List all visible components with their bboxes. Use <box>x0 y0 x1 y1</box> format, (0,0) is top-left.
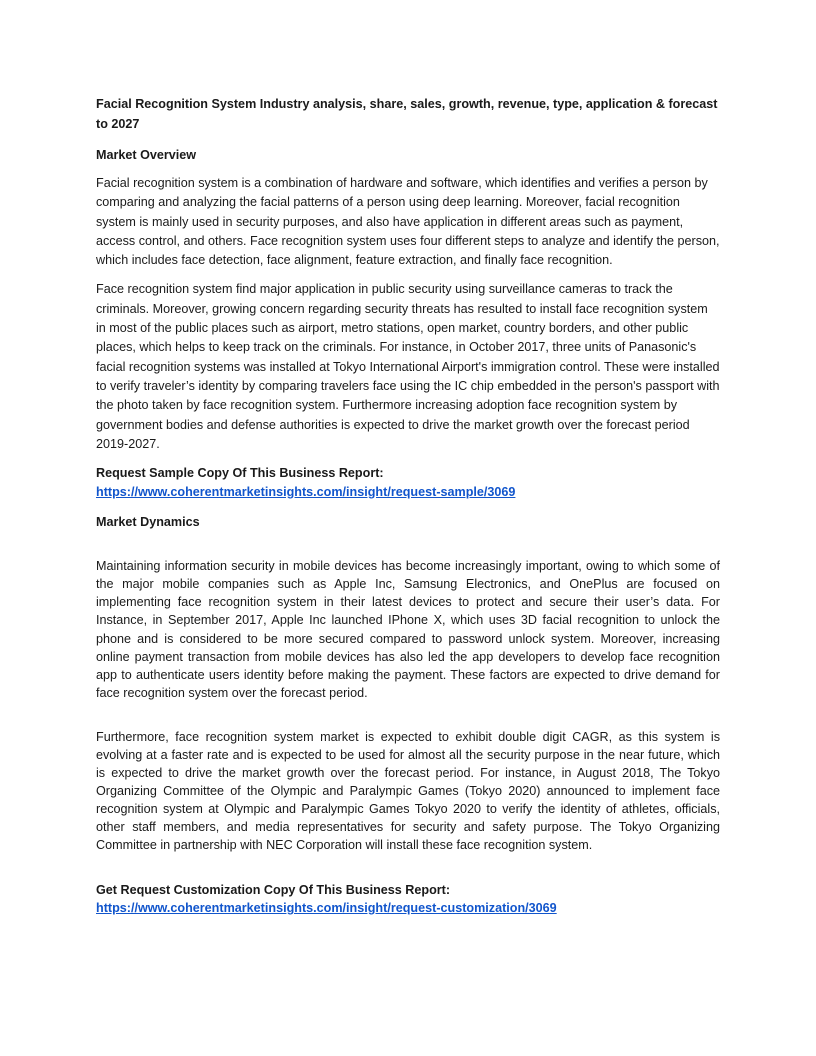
request-customization-link[interactable]: https://www.coherentmarketinsights.com/insight/request-customization/3069 <box>96 901 557 916</box>
request-customization-block <box>96 881 720 918</box>
request-sample-block <box>96 464 720 501</box>
request-sample-label: Request Sample Copy Of This Business Report: <box>96 466 384 481</box>
dynamics-paragraph-2: Furthermore, face recognition system market is expected to exhibit double digit CAGR, as this system is evolving at a faster rate and is expected to be used for almost all the security purpose in the near future, which is expected to drive the market growth over the forecast period. For instance, in August 2018, The Tokyo Organizing Committee of the Olympic and Paralympic Games (Tokyo 2020) announced to implement face recognition system at Olympic and Paralympic Games Tokyo 2020 to verify the identity of athletes, officials, other staff members, and media representatives for security and safety purpose. The Tokyo Organizing Committee in partnership with NEC Corporation will install these face recognition system. <box>96 729 720 853</box>
overview-paragraph-2: Face recognition system find major application in public security using surveillance cameras to track the criminals. Moreover, growing concern regarding security threats has resulted to install face recognition system in most of the public places such as airport, metro stations, open market, country borders, and other public places, which helps to keep track on the criminals. For instance, in October 2017, three units of Panasonic's facial recognition systems was installed at Tokyo International Airport's immigration control. These were installed to verify traveler’s identity by comparing travelers face using the IC chip embedded in the person's passport with the photo taken by face recognition system. Furthermore increasing adoption face recognition system by government bodies and defense authorities is expected to drive the market growth over the forecast period 2019-2027. <box>96 282 720 451</box>
market-overview-heading: Market Overview <box>96 148 197 162</box>
market-dynamics-heading: Market Dynamics <box>96 515 200 530</box>
request-sample-link[interactable]: https://www.coherentmarketinsights.com/insight/request-sample/3069 <box>96 484 516 499</box>
document-title: Facial Recognition System Industry analysis, share, sales, growth, revenue, type, application & forecast to 2027 <box>96 97 718 131</box>
spacer <box>96 712 720 728</box>
dynamics-paragraph-1: Maintaining information security in mobile devices has become increasingly important, owing to which some of the major mobile companies such as Apple Inc, Samsung Electronics, and OnePlus are focused on implementing face recognition system in their latest devices to protect and secure their user’s data. For Instance, in September 2017, Apple Inc launched IPhone X, which uses 3D facial recognition to unlock the phone and is considered to be more secured compared to password unlock system. Moreover, increasing online payment transaction from mobile devices has also led the app developers to develop face recognition app to authenticate users identity before making the payment. These factors are expected to drive demand for face recognition system over the forecast period. <box>96 559 720 700</box>
spacer <box>96 541 720 557</box>
document-page <box>96 95 720 930</box>
overview-paragraph-1: Facial recognition system is a combination of hardware and software, which identifies and verifies a person by comparing and analyzing the facial patterns of a person using deep learning. Moreover, facial recognition system is mainly used in security purposes, and also have application in different areas such as payment, access control, and others. Face recognition system uses four different steps to analyze and identify the person, which includes face detection, face alignment, feature extraction, and finally face recognition. <box>96 176 720 268</box>
request-customization-label: Get Request Customization Copy Of This Business Report: <box>96 882 451 897</box>
spacer <box>96 865 720 881</box>
